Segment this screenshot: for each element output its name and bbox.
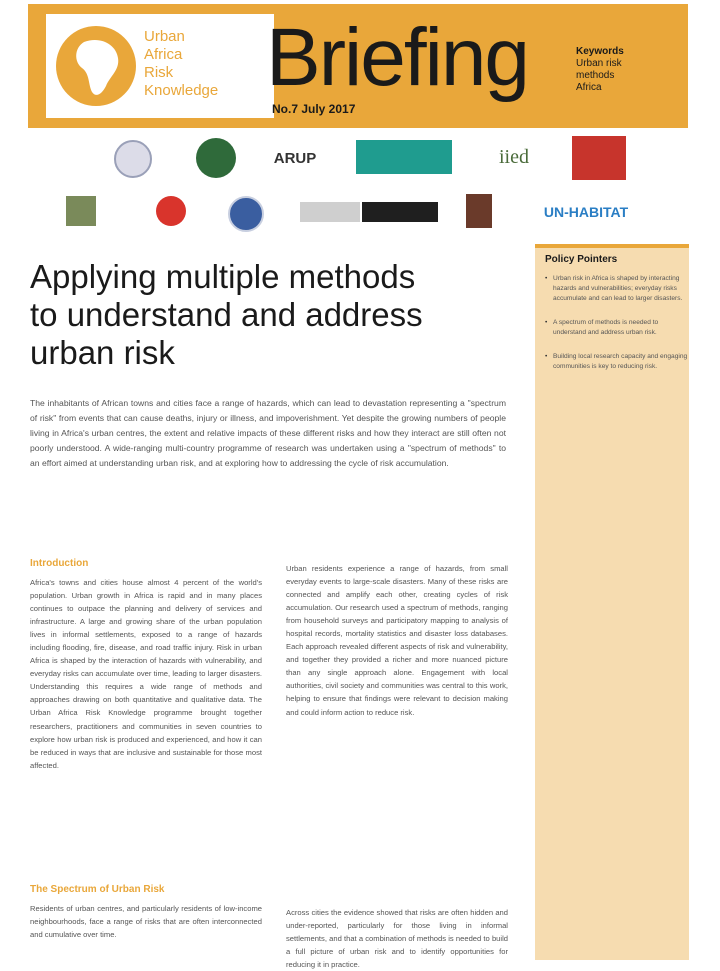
partner-logo-red-seal [156, 196, 186, 226]
logo-line: Knowledge [144, 82, 219, 99]
lead-paragraph: The inhabitants of African towns and cities face a range of hazards, which can lead to devastation representing a "spectrum of risk" from events that can cause deaths, injury or illness, and impoverishment. Yet despite the growing numbers of people living in Africa's urban centres, the extent and relative impacts of these different risks and how they interact are still often not poorly understood. A wide-ranging multi-country programme of research was undertaken using a "spectrum of methods" to an effort aimed at understanding urban risk, and at exploring how to addressing the cycle of risk accumulation. [30, 398, 506, 468]
title-line: Applying multiple methods [30, 258, 416, 295]
policy-pointers-heading: Policy Pointers [545, 254, 618, 265]
urban-arK-logo [46, 14, 274, 118]
logo-wordmark [144, 28, 218, 100]
column-2-text: Urban residents experience a range of hazards, from small everyday events to large-scale disasters. Many of these risks are connected and amplify each other, creating cycles of risk accumulation. Our research used a spectrum of methods, ranging from household surveys and participatory mapping to analysis of hospital records, mortality statistics and disaster loss databases. Each approach revealed different aspects of risk and vulnerability, and together they provided a richer and more nuanced picture than any single approach alone. Engagement with local authorities, civil society and communities was central to this work, helping to ensure that findings were relevant to decision making and could inform action to reduce risk. [286, 564, 508, 717]
keyword: Urban risk [576, 58, 622, 69]
issue-number: No.7 July 2017 [272, 102, 356, 116]
partner-logo-iied: iied [499, 145, 529, 168]
keyword: Africa [576, 82, 602, 93]
partner-logo-green-circle [196, 138, 236, 178]
column-1-text-continued: Residents of urban centres, and particularly residents of low-income neighbourhoods, face a range of risks that are often interconnected and cumulative over time. [30, 904, 262, 940]
section-heading: The Spectrum of Urban Risk [30, 884, 165, 895]
policy-point: • A spectrum of methods is needed to understand and address urban risk. [553, 318, 689, 338]
partner-logo-grey-bar [300, 202, 360, 222]
title-line: urban risk [30, 334, 175, 371]
partner-logo-red-block [572, 136, 626, 180]
keywords-label: Keywords [576, 46, 624, 57]
partner-logo-teal-block [356, 140, 452, 174]
partner-logo-seal [114, 140, 152, 178]
keyword: methods [576, 70, 615, 81]
logo-line: Risk [144, 64, 174, 81]
keywords-box [576, 46, 624, 94]
title-line: to understand and address [30, 296, 423, 333]
africa-map-icon [54, 24, 138, 108]
policy-pointers-sidebar [535, 244, 689, 960]
briefing-title: Briefing [266, 12, 529, 103]
partner-logo-arup: ARUP [273, 149, 317, 167]
column-2-text-continued: Across cities the evidence showed that risks are often hidden and under-reported, particularly for those living in informal settlements, and that a combination of methods is needed to build a full picture of urban risk and to identify opportunities for reducing it in practice. [286, 908, 508, 970]
column-1-text: Africa's towns and cities house almost 4 percent of the world's population. Urban growth in Africa is rapid and in many places continues to outpace the planning and delivery of services and infrastructure. A large and growing share of the urban population lives in informal settlements, exposed to a range of hazards including flooding, fire, disease, and road traffic injury. Risk in urban Africa is shaped by the interaction of hazards with vulnerability, and everyday risks can accumulate over time, leading to larger disasters. Understanding this requires a wide range of methods and approaches drawing on both quantitative and qualitative data. The Urban Africa Risk Knowledge programme brought together researchers, practitioners and communities in seven countries to explore how urban risk is produced and experienced, and how it can be reduced in ways that are inclusive and sustainable for those most affected. [30, 578, 262, 770]
partner-logo-crest [66, 196, 96, 226]
partner-logo-un-habitat: UN-HABITAT [543, 204, 629, 220]
policy-point: • Urban risk in Africa is shaped by interacting hazards and vulnerabilities; everyday risks accumulate and can lead to larger disasters. [553, 274, 689, 304]
policy-pointers-list [545, 274, 689, 386]
sidebar-accent-bar [535, 244, 689, 248]
article-title [30, 258, 500, 372]
logo-line: Urban [144, 28, 185, 45]
partner-logo-black-bar [362, 202, 438, 222]
introduction-heading: Introduction [30, 558, 89, 569]
partner-logo-shield [466, 194, 492, 228]
partner-logo-blue-seal [228, 196, 264, 232]
briefing-banner [28, 4, 688, 128]
policy-point: • Building local research capacity and engaging communities is key to reducing risk. [553, 352, 689, 372]
logo-line: Africa [144, 46, 183, 63]
